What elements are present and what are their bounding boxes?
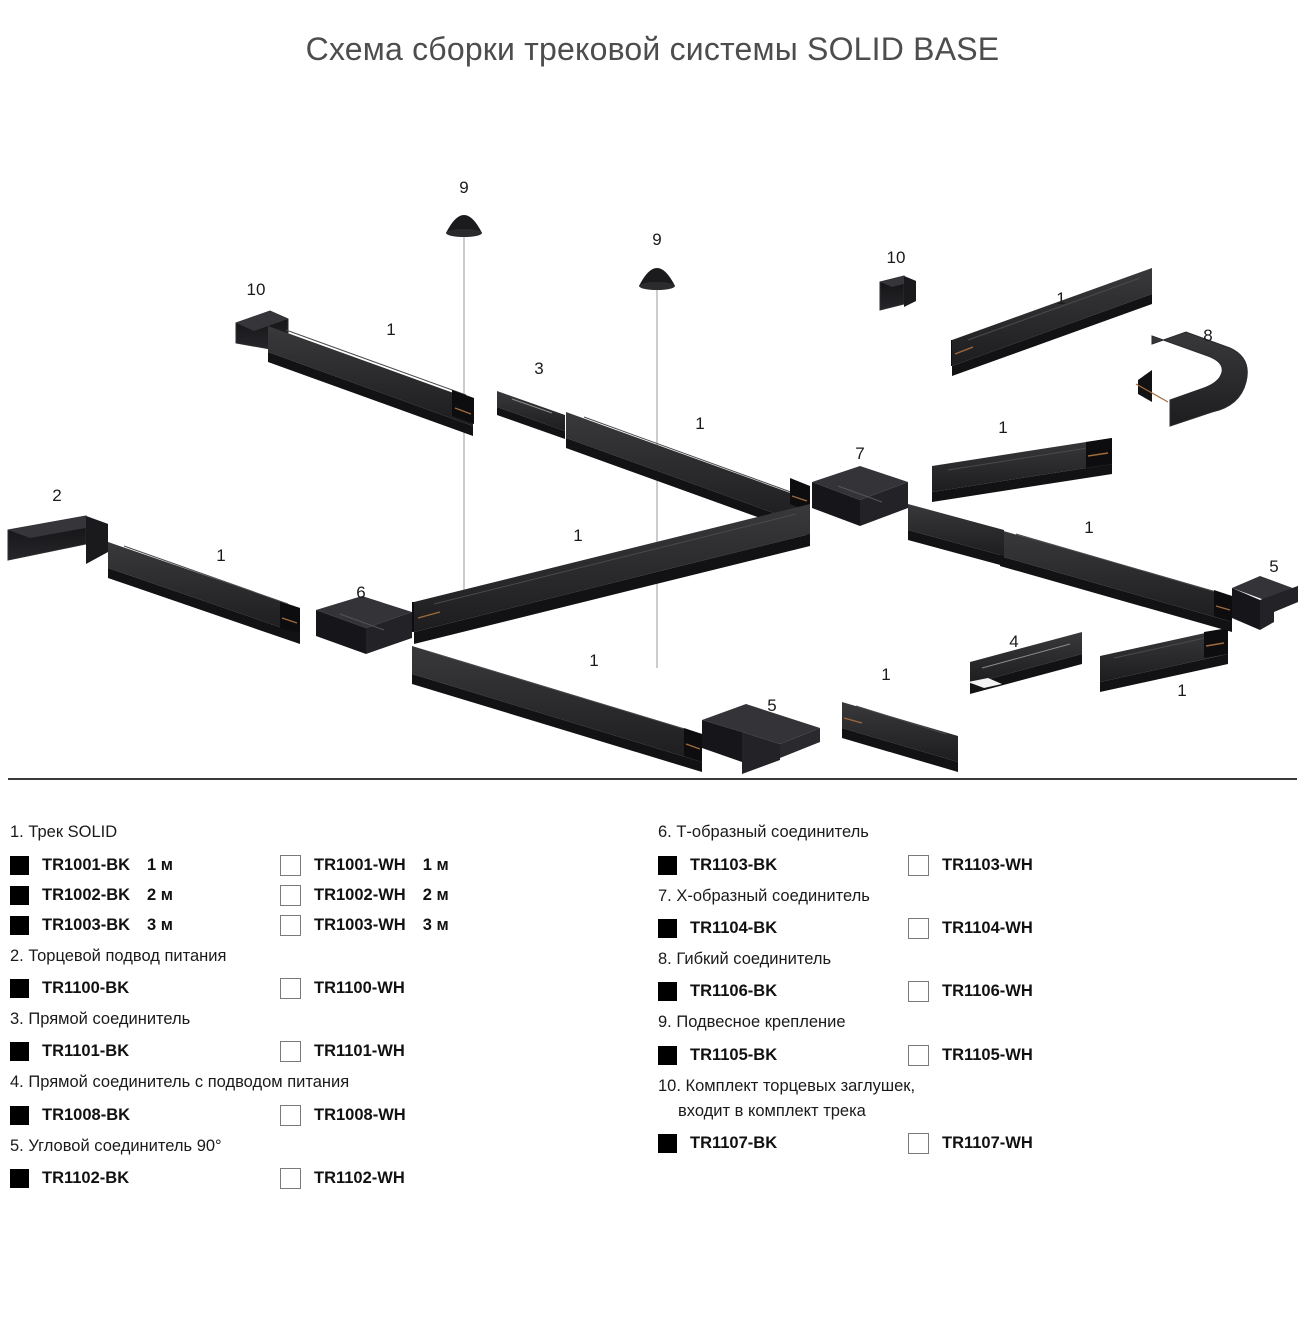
color-swatch-black-icon [10,1042,29,1061]
part-code: TR1106-BK [690,982,778,1001]
legend-group-1 [10,821,630,935]
color-swatch-black-icon [658,856,677,875]
legend-item-tr1101-bk[interactable] [10,1042,280,1061]
color-swatch-white-icon [280,885,301,906]
legend-group-2 [10,945,630,999]
legend-item-tr1100-bk[interactable] [10,979,280,998]
callout-5-right: 5 [1269,556,1279,576]
legend-group-2-title: 2. Торцевой подвод питания [10,946,227,965]
legend-row [10,885,630,906]
track-segment [932,438,1112,502]
color-swatch-white-icon [280,978,301,999]
color-swatch-black-icon [658,982,677,1001]
legend-item-tr1002-bk[interactable] [10,886,280,905]
callout-1-j: 1 [1177,680,1187,700]
part-length: 2 м [422,885,449,904]
legend-row [658,981,1278,1002]
part-code: TR1002-WH [314,885,406,904]
part-code: TR1101-WH [314,1042,405,1061]
straight-connector-with-feed [968,632,1082,694]
section-divider [8,778,1297,780]
color-swatch-white-icon [280,915,301,936]
legend-item-tr1003-wh[interactable] [280,915,550,936]
callout-3: 3 [534,358,544,378]
legend-item-tr1008-bk[interactable] [10,1106,280,1125]
legend-row [10,978,630,999]
color-swatch-black-icon [10,979,29,998]
legend-group-3 [10,1008,630,1062]
x-connector [812,466,908,526]
part-code: TR1002-BK [42,885,131,904]
legend-item-tr1101-wh[interactable] [280,1041,550,1062]
color-swatch-black-icon [658,1046,677,1065]
part-code: TR1003-WH [314,915,406,934]
parts-legend [0,821,1305,1321]
callout-1-d: 1 [998,417,1008,437]
legend-column-right [658,821,1278,1163]
part-code: TR1102-BK [42,1168,130,1187]
legend-item-tr1103-bk[interactable] [658,856,908,875]
color-swatch-black-icon [10,916,29,935]
flexible-connector [1136,332,1247,426]
callout-9-right: 9 [652,229,662,249]
legend-item-tr1003-bk[interactable] [10,916,280,935]
color-swatch-black-icon [10,1106,29,1125]
end-cap-right [880,276,916,310]
callout-1-a: 1 [386,319,396,339]
track-segment [268,326,474,436]
part-code: TR1001-WH [314,855,406,874]
legend-item-tr1106-wh[interactable] [908,981,1158,1002]
legend-item-tr1102-wh[interactable] [280,1168,550,1189]
callout-1-i: 1 [881,664,891,684]
part-code: TR1003-BK [42,915,131,934]
legend-group-8-title: 8. Гибкий соединитель [658,949,832,968]
corner-connector-bottom [702,704,820,774]
part-code: TR1102-WH [314,1168,405,1187]
track-segment [108,542,300,644]
legend-group-10-title: 10. Комплект торцевых заглушек, [658,1076,916,1095]
part-code: TR1104-BK [690,918,778,937]
part-code: TR1103-BK [690,855,778,874]
track-segment [951,268,1152,376]
legend-item-tr1001-bk[interactable] [10,856,280,875]
part-code: TR1105-BK [690,1045,778,1064]
legend-row [658,1133,1278,1154]
callout-5-bottom: 5 [767,695,777,715]
callout-4: 4 [1009,631,1019,651]
legend-item-tr1008-wh[interactable] [280,1105,550,1126]
legend-row [658,918,1278,939]
legend-group-6 [658,821,1278,875]
callout-1-e: 1 [573,525,583,545]
color-swatch-white-icon [280,855,301,876]
callout-10-right: 10 [886,247,906,267]
track-segment [842,702,958,772]
legend-group-9 [658,1011,1278,1065]
color-swatch-white-icon [908,918,929,939]
end-feed [8,516,108,564]
part-code: TR1101-BK [42,1042,130,1061]
legend-row [10,1168,630,1189]
part-code: TR1107-BK [690,1134,778,1153]
part-code: TR1103-WH [942,855,1033,874]
color-swatch-black-icon [10,856,29,875]
legend-item-tr1107-wh[interactable] [908,1133,1158,1154]
legend-item-tr1106-bk[interactable] [658,982,908,1001]
track-segment [1000,530,1232,632]
part-code: TR1100-BK [42,978,130,997]
legend-row [658,855,1278,876]
callout-1-h: 1 [589,650,599,670]
legend-item-tr1105-wh[interactable] [908,1045,1158,1066]
color-swatch-black-icon [658,919,677,938]
legend-row [10,855,630,876]
callout-8: 8 [1203,325,1213,345]
legend-row [10,1041,630,1062]
part-code: TR1104-WH [942,918,1033,937]
legend-group-1-title: 1. Трек SOLID [10,823,118,842]
part-code: TR1105-WH [942,1045,1033,1064]
part-code: TR1008-WH [314,1105,406,1124]
color-swatch-white-icon [908,981,929,1002]
legend-group-4 [10,1071,630,1125]
page-title: Схема сборки трековой системы SOLID BASE [305,31,1000,68]
legend-column-left [10,821,630,1197]
color-swatch-white-icon [908,1045,929,1066]
t-connector [316,596,412,654]
legend-row [10,1105,630,1126]
part-length: 3 м [422,915,449,934]
straight-connector [497,391,565,439]
legend-item-tr1105-bk[interactable] [658,1046,908,1065]
legend-item-tr1104-wh[interactable] [908,918,1158,939]
legend-group-9-title: 9. Подвесное крепление [658,1013,846,1032]
callout-10-left: 10 [246,279,266,299]
part-code: TR1107-WH [942,1134,1033,1153]
track-segment [1100,628,1228,692]
part-length: 1 м [147,855,173,874]
legend-group-4-title: 4. Прямой соединитель с подводом питания [10,1073,350,1092]
legend-item-tr1002-wh[interactable] [280,885,550,906]
callout-1-b: 1 [1056,288,1066,308]
part-length: 3 м [147,915,173,934]
legend-item-tr1103-wh[interactable] [908,855,1158,876]
callout-6: 6 [356,582,366,602]
legend-group-5 [10,1135,630,1189]
legend-group-5-title: 5. Угловой соединитель 90° [10,1136,222,1155]
corner-connector-right [1232,576,1298,630]
legend-item-tr1107-bk[interactable] [658,1134,908,1153]
color-swatch-black-icon [10,1169,29,1188]
assembly-diagram [0,90,1305,790]
part-code: TR1001-BK [42,855,131,874]
legend-group-3-title: 3. Прямой соединитель [10,1009,191,1028]
legend-group-10 [658,1075,1278,1155]
callout-2: 2 [52,485,62,505]
color-swatch-white-icon [280,1105,301,1126]
callout-1-f: 1 [1084,517,1094,537]
track-segment [412,646,702,772]
legend-row [10,915,630,936]
legend-group-8 [658,948,1278,1002]
diagram-graphic [0,90,1305,790]
legend-group-7 [658,885,1278,939]
legend-item-tr1001-wh[interactable] [280,855,550,876]
callout-1-g: 1 [216,545,226,565]
color-swatch-white-icon [280,1041,301,1062]
legend-item-tr1102-bk[interactable] [10,1169,280,1188]
legend-group-6-title: 6. Т-образный соединитель [658,823,869,842]
part-code: TR1100-WH [314,978,405,997]
callout-1-c: 1 [695,413,705,433]
part-code: TR1008-BK [42,1105,131,1124]
color-swatch-white-icon [908,1133,929,1154]
callout-7: 7 [855,443,865,463]
legend-group-7-title: 7. Х-образный соединитель [658,886,870,905]
track-segment [412,504,810,644]
color-swatch-black-icon [10,886,29,905]
color-swatch-black-icon [658,1134,677,1153]
part-code: TR1106-WH [942,982,1033,1001]
color-swatch-white-icon [280,1168,301,1189]
x-connector-arm [908,504,1004,566]
legend-row [658,1045,1278,1066]
part-length: 1 м [422,855,449,874]
legend-item-tr1104-bk[interactable] [658,919,908,938]
legend-item-tr1100-wh[interactable] [280,978,550,999]
legend-group-10-subtitle: входит в комплект трека [678,1101,866,1120]
color-swatch-white-icon [908,855,929,876]
part-length: 2 м [147,885,173,904]
callout-9-left: 9 [459,177,469,197]
